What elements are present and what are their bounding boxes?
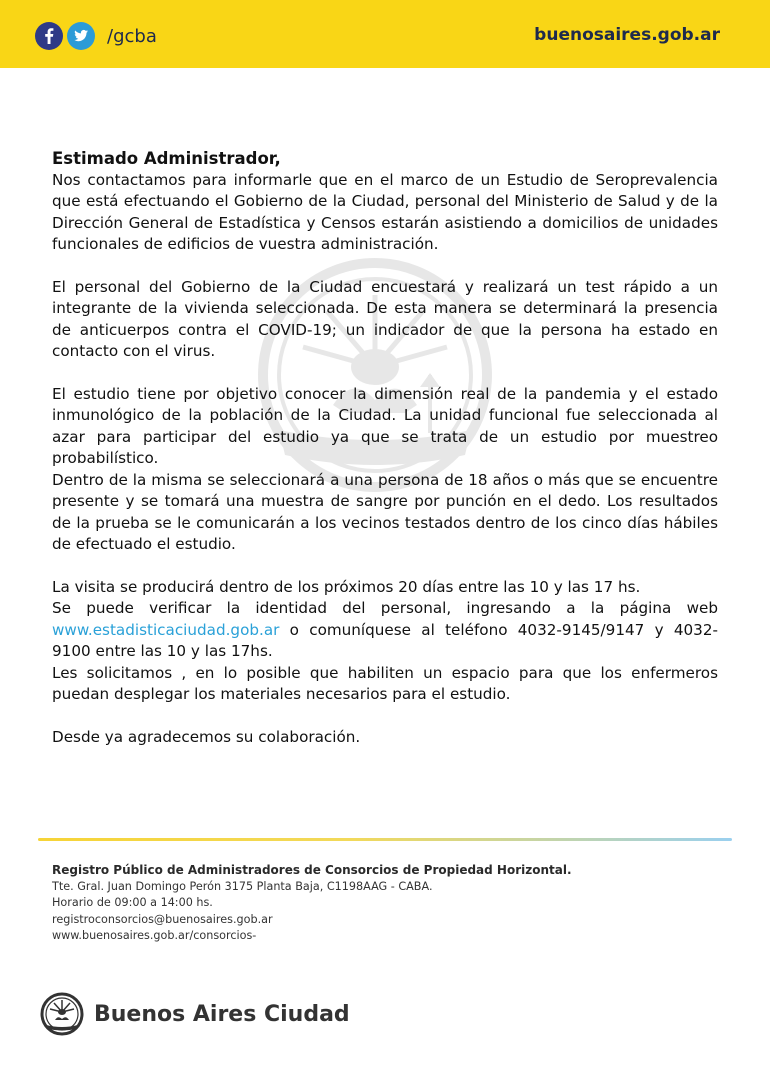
- verify-text: Se puede verificar la identidad del personal, ingresando a la página web: [52, 599, 718, 617]
- paragraph-visit: La visita se producirá dentro de los próximos 20 días entre las 10 y las 17 hs.: [52, 577, 641, 596]
- social-links: [35, 22, 157, 50]
- estadistica-link[interactable]: www.estadisticaciudad.gob.ar: [52, 620, 280, 639]
- org-address: Tte. Gral. Juan Domingo Perón 3175 Planta Baja, C1198AAG - CABA.: [52, 879, 433, 893]
- paragraph-objective: El estudio tiene por objetivo conocer la dimensión real de la pandemia y el estado inmunológico de la población de la Ciudad. La unidad funcional fue seleccionada al azar para participar del estudio ya que se trata de un estudio por muestreo probabilístico.: [52, 384, 718, 467]
- phone-text: o comuníquese al teléfono 4032-9145/9147 y 4032-9100 entre las 10 y las 17hs.: [52, 620, 718, 660]
- paragraph-sample: Dentro de la misma se seleccionará a una persona de 18 años o más que se encuentre presente y se tomará una muestra de sangre por punción en el dedo. Los resultados de la prueba se le comunicarán a los vecinos testados dentro de los cinco días hábiles de efectuado el estudio.: [52, 470, 718, 553]
- greeting: Estimado Administrador,: [52, 149, 281, 168]
- paragraph-intro: Nos contactamos para informarle que en el marco de un Estudio de Seroprevalencia que está efectuando el Gobierno de la Ciudad, personal del Ministerio de Salud y de la Dirección General de Estadística y Censos estarán asistiendo a domicilios de unidades funcionales de edificios de vuestra administración.: [52, 170, 718, 253]
- brand-logo: [40, 992, 350, 1036]
- facebook-icon[interactable]: [35, 22, 63, 50]
- header-bar: [0, 0, 770, 68]
- social-handle[interactable]: /gcba: [107, 25, 157, 47]
- org-hours: Horario de 09:00 a 14:00 hs.: [52, 896, 213, 909]
- city-emblem-icon: [40, 992, 84, 1036]
- twitter-icon[interactable]: [67, 22, 95, 50]
- paragraph-verify: [52, 598, 718, 663]
- brand-name: Buenos Aires Ciudad: [94, 1001, 350, 1027]
- paragraph-request: Les solicitamos , en lo posible que habiliten un espacio para que los enfermeros puedan desplegar los materiales necesarios para el estudio.: [52, 663, 718, 703]
- footer-divider: [38, 838, 732, 841]
- site-url[interactable]: buenosaires.gob.ar: [534, 25, 720, 45]
- org-name: Registro Público de Administradores de Consorcios de Propiedad Horizontal.: [52, 863, 572, 877]
- org-email[interactable]: registroconsorcios@buenosaires.gob.ar: [52, 912, 273, 926]
- footer-info: [52, 862, 572, 945]
- org-website[interactable]: www.buenosaires.gob.ar/consorcios-: [52, 929, 257, 942]
- letter-body: [52, 148, 718, 748]
- paragraph-thanks: Desde ya agradecemos su colaboración.: [52, 727, 361, 746]
- paragraph-test: El personal del Gobierno de la Ciudad encuestará y realizará un test rápido a un integrante de la vivienda seleccionada. De esta manera se determinará la presencia de anticuerpos contra el COVID-19; un indicador de que la persona ha estado en contacto con el virus.: [52, 277, 718, 360]
